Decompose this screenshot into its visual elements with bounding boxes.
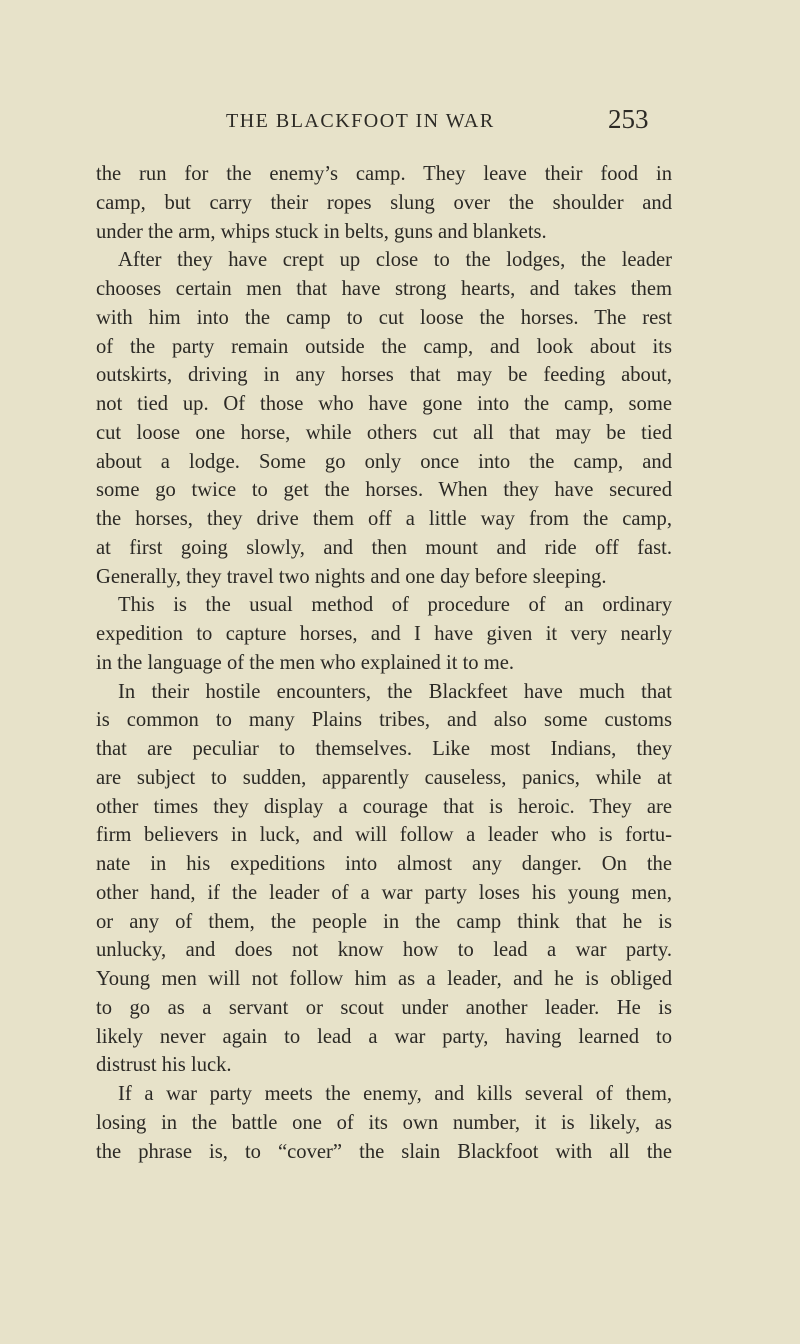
text-line: other times they display a courage that is heroic. They are	[96, 795, 672, 818]
page-header	[0, 104, 800, 144]
page-number: 253	[608, 104, 649, 134]
text-line: in the language of the men who explained it to me.	[96, 651, 515, 674]
text-line: firm believers in luck, and will follow a leader who is fortu-	[96, 824, 672, 847]
text-line: are subject to sudden, apparently causeless, panics, while at	[96, 766, 672, 789]
text-line: at first going slowly, and then mount and ride off fast.	[96, 536, 672, 559]
text-line: Young men will not follow him as a leader, and he is obliged	[96, 968, 672, 990]
text-line: camp, but carry their ropes slung over the shoulder and	[96, 191, 672, 214]
text-line: unlucky, and does not know how to lead a war party.	[96, 939, 672, 962]
text-line: In their hostile encounters, the Blackfeet have much that	[118, 680, 672, 703]
text-line: cut loose one horse, while others cut all that may be tied	[96, 421, 672, 444]
text-line: under the arm, whips stuck in belts, guns and blankets.	[96, 220, 547, 243]
text-line: chooses certain men that have strong hearts, and takes them	[96, 278, 672, 300]
text-line: If a war party meets the enemy, and kills several of them,	[118, 1083, 672, 1105]
body-text	[96, 160, 672, 1166]
text-line: outskirts, driving in any horses that may be feeding about,	[96, 364, 672, 387]
text-line: After they have crept up close to the lodges, the leader	[118, 249, 672, 272]
text-line: nate in his expeditions into almost any danger. On the	[96, 853, 672, 875]
text-line: losing in the battle one of its own number, it is likely, as	[96, 1111, 672, 1134]
text-line: to go as a servant or scout under another leader. He is	[96, 996, 672, 1019]
text-line: about a lodge. Some go only once into the camp, and	[96, 450, 672, 473]
text-line: expedition to capture horses, and I have given it very nearly	[96, 623, 672, 645]
text-line: other hand, if the leader of a war party loses his young men,	[96, 881, 672, 904]
text-line: the phrase is, to “cover” the slain Blackfoot with all the	[96, 1140, 672, 1163]
text-line: is common to many Plains tribes, and also some customs	[96, 709, 672, 732]
text-line: This is the usual method of procedure of an ordinary	[118, 594, 672, 617]
text-line: of the party remain outside the camp, and look about its	[96, 335, 672, 358]
text-line: not tied up. Of those who have gone into the camp, some	[96, 393, 672, 415]
text-line: that are peculiar to themselves. Like most Indians, they	[96, 738, 672, 760]
running-head: THE BLACKFOOT IN WAR	[226, 110, 495, 132]
text-line: likely never again to lead a war party, having learned to	[96, 1025, 672, 1048]
text-line: the run for the enemy’s camp. They leave their food in	[96, 163, 672, 185]
text-line: with him into the camp to cut loose the horses. The rest	[96, 306, 672, 329]
text-line: distrust his luck.	[96, 1054, 232, 1077]
text-line: some go twice to get the horses. When they have secured	[96, 479, 672, 502]
text-line: Generally, they travel two nights and one day before sleeping.	[96, 565, 607, 588]
text-line: the horses, they drive them off a little way from the camp,	[96, 508, 672, 530]
text-line: or any of them, the people in the camp think that he is	[96, 910, 672, 933]
